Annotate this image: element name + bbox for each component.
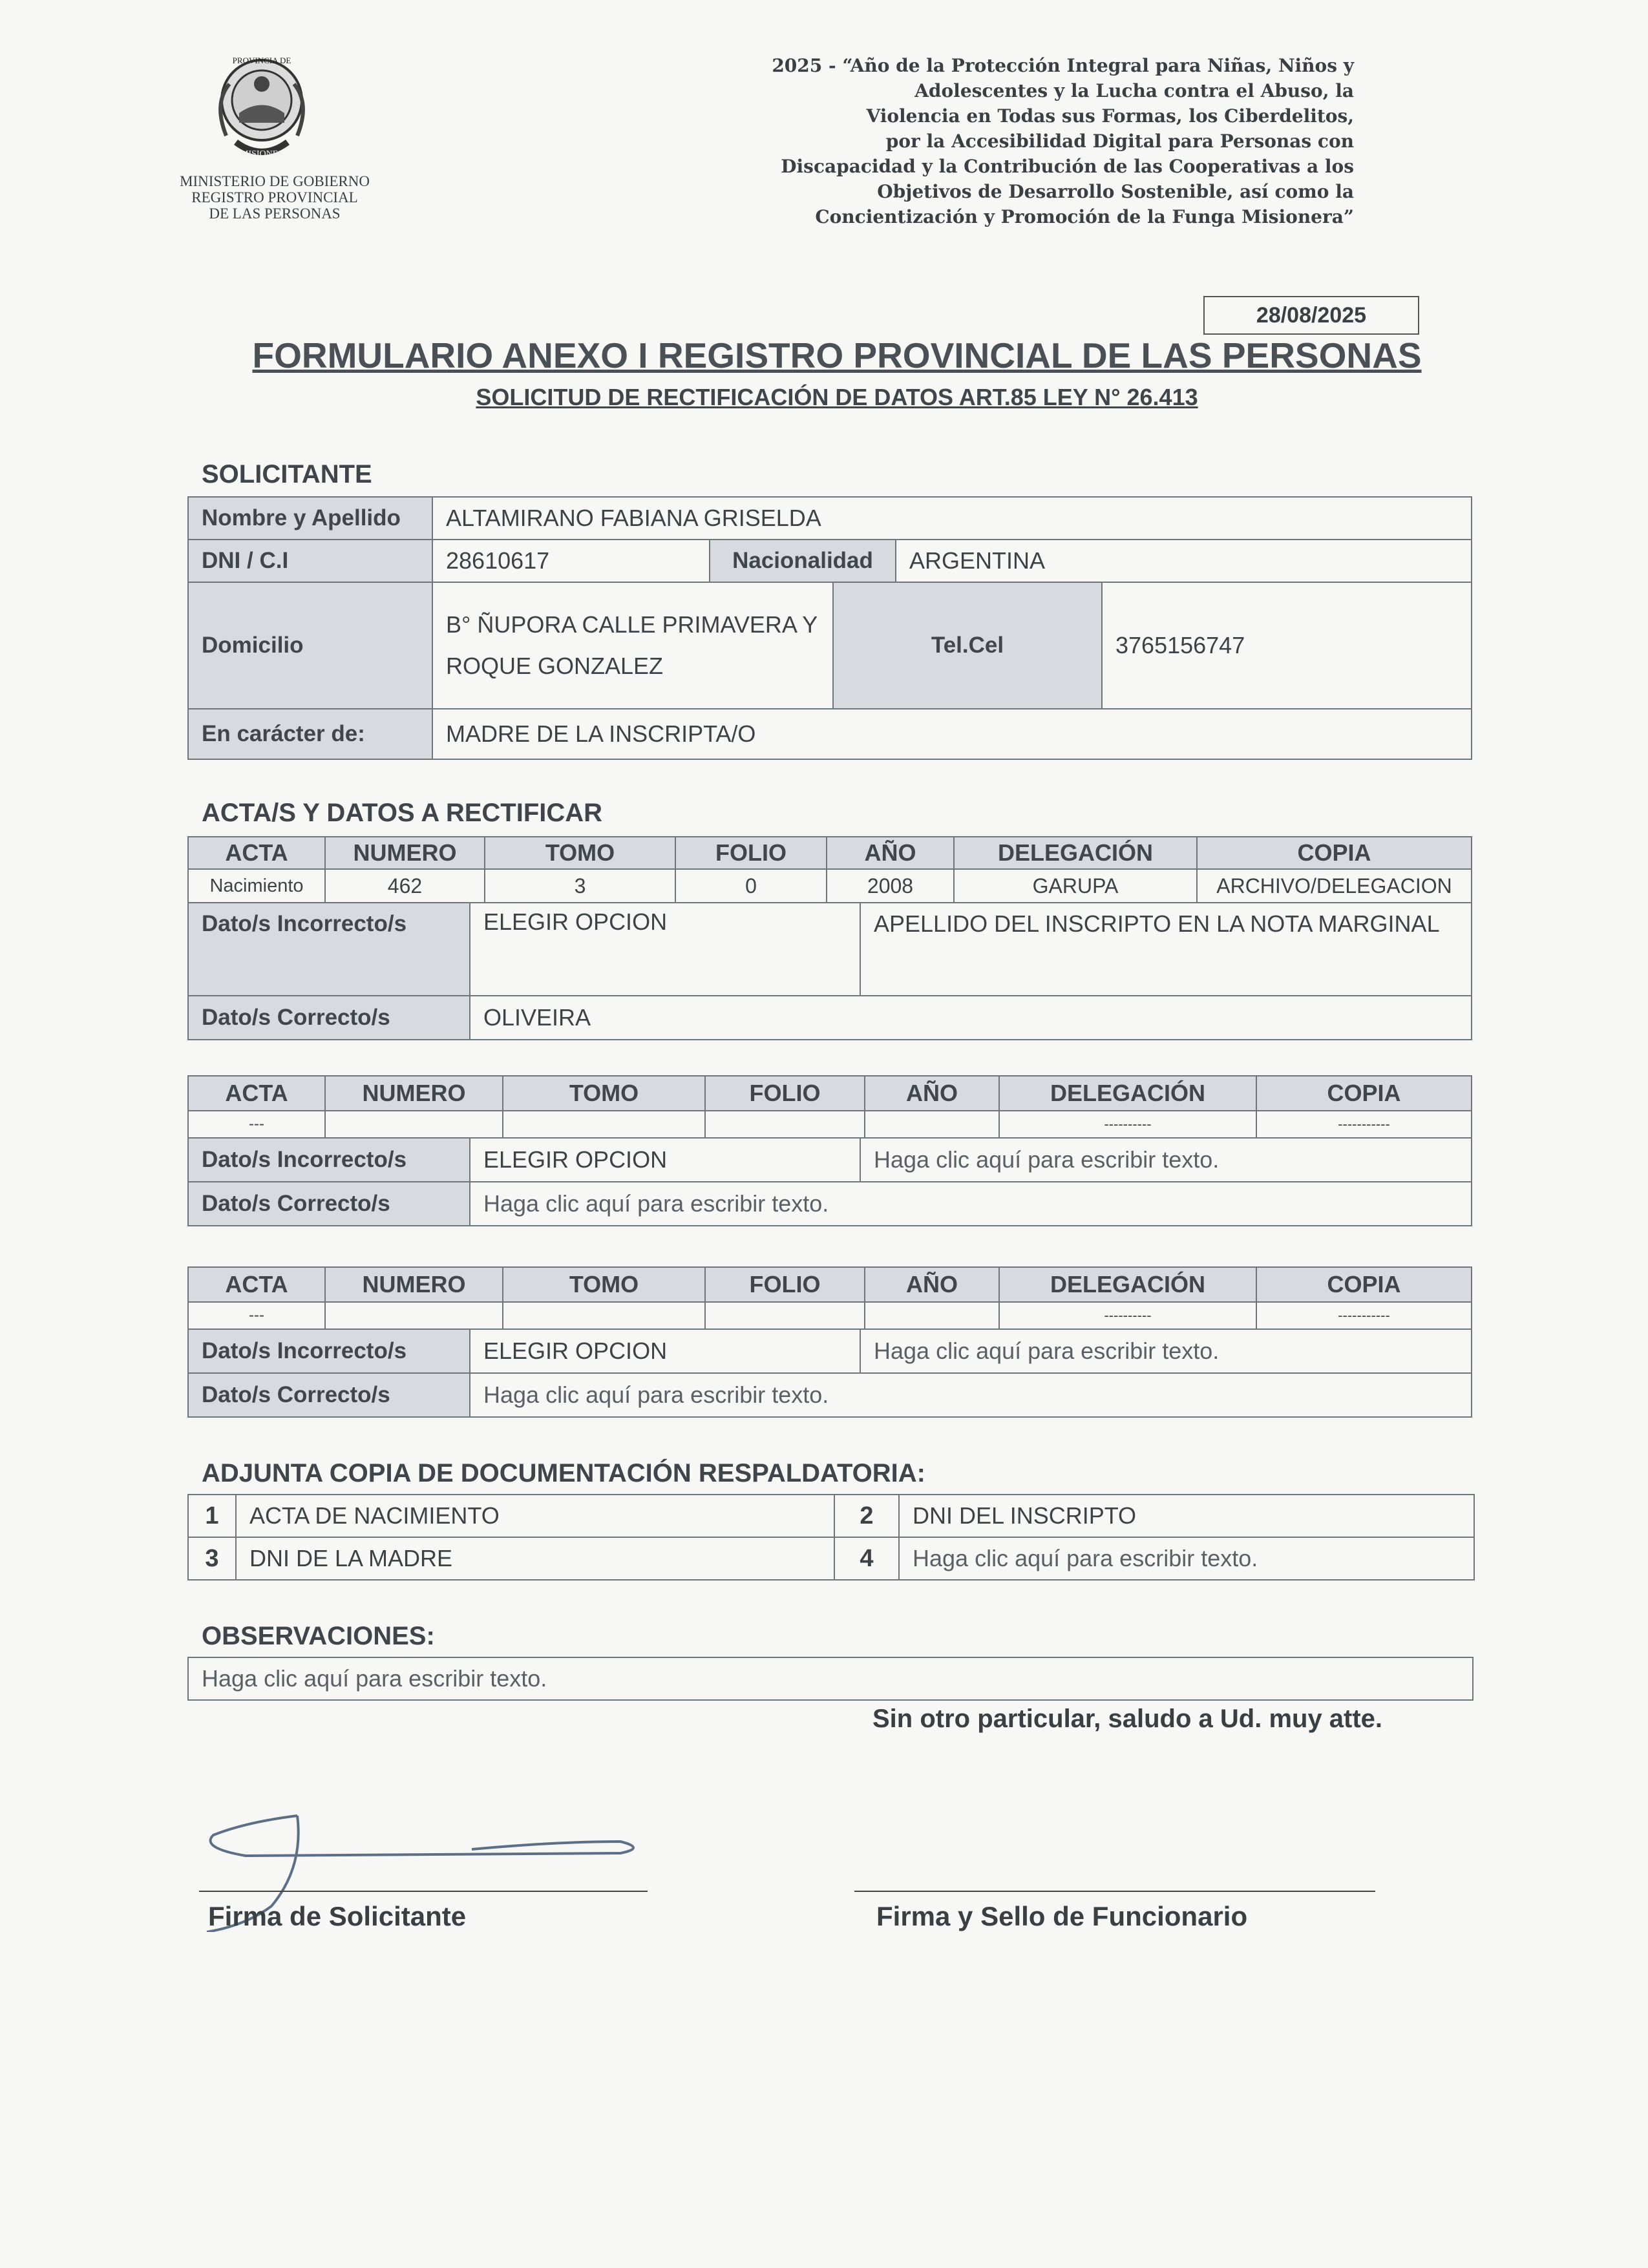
acta-block-2 <box>187 1075 1472 1139</box>
acta-block-3-data <box>187 1328 1472 1418</box>
adjunta-table <box>187 1494 1475 1580</box>
acta-anio[interactable]: 2008 <box>827 869 954 903</box>
correct-text-field[interactable]: Haga clic aquí para escribir texto. <box>470 1373 1472 1417</box>
name-label: Nombre y Apellido <box>188 497 432 540</box>
motto-line: Concientización y Promoción de la Funga Misionera” <box>815 206 1354 227</box>
ministry-line: REGISTRO PROVINCIAL <box>191 189 358 205</box>
ministry-heading <box>155 173 394 222</box>
solicitante-heading: SOLICITANTE <box>202 460 372 488</box>
col-copia: COPIA <box>1256 1076 1472 1111</box>
incorrect-label: Dato/s Incorrecto/s <box>188 1138 470 1182</box>
acta-block-1 <box>187 836 1472 903</box>
correct-label: Dato/s Correcto/s <box>188 996 470 1040</box>
col-acta: ACTA <box>188 1267 325 1302</box>
incorrect-label: Dato/s Incorrecto/s <box>188 1329 470 1373</box>
attachment-number: 2 <box>834 1495 899 1537</box>
acta-delegacion[interactable]: GARUPA <box>954 869 1197 903</box>
col-folio: FOLIO <box>675 837 827 869</box>
acta-type[interactable]: --- <box>188 1111 325 1138</box>
acta-tomo[interactable] <box>503 1302 705 1329</box>
solicitante-table <box>187 496 1472 760</box>
correct-label: Dato/s Correcto/s <box>188 1182 470 1226</box>
official-signature-line <box>854 1891 1375 1892</box>
acta-block-1-data <box>187 902 1472 1040</box>
date-field[interactable]: 28/08/2025 <box>1203 296 1419 335</box>
correct-text-field[interactable]: OLIVEIRA <box>470 996 1472 1040</box>
attachment-number: 3 <box>188 1537 236 1580</box>
applicant-signature-line <box>199 1891 648 1892</box>
province-seal-logo <box>194 45 330 168</box>
phone-label: Tel.Cel <box>833 582 1102 709</box>
incorrect-text-field[interactable]: Haga clic aquí para escribir texto. <box>860 1138 1472 1182</box>
incorrect-option-select[interactable]: ELEGIR OPCION <box>470 1329 860 1373</box>
observaciones-table <box>187 1657 1474 1701</box>
acta-copia[interactable]: ARCHIVO/DELEGACION <box>1197 869 1472 903</box>
motto-line: Violencia en Todas sus Formas, los Ciberdelitos, <box>866 105 1354 127</box>
correct-label: Dato/s Correcto/s <box>188 1373 470 1417</box>
address-label: Domicilio <box>188 582 432 709</box>
col-anio: AÑO <box>865 1076 999 1111</box>
acta-copia[interactable]: ----------- <box>1256 1302 1472 1329</box>
col-numero: NUMERO <box>325 1267 503 1302</box>
col-tomo: TOMO <box>503 1076 705 1111</box>
col-folio: FOLIO <box>705 1076 865 1111</box>
attachment-item[interactable]: DNI DE LA MADRE <box>236 1537 834 1580</box>
incorrect-text-field[interactable]: APELLIDO DEL INSCRIPTO EN LA NOTA MARGINAL <box>860 903 1472 996</box>
incorrect-text-field[interactable]: Haga clic aquí para escribir texto. <box>860 1329 1472 1373</box>
col-delegacion: DELEGACIÓN <box>999 1076 1256 1111</box>
attachment-number: 4 <box>834 1537 899 1580</box>
name-field[interactable]: ALTAMIRANO FABIANA GRISELDA <box>432 497 1472 540</box>
acta-tomo[interactable]: 3 <box>485 869 675 903</box>
incorrect-option-select[interactable]: ELEGIR OPCION <box>470 1138 860 1182</box>
motto-line: Discapacidad y la Contribución de las Cooperativas a los <box>781 156 1354 177</box>
col-delegacion: DELEGACIÓN <box>954 837 1197 869</box>
nationality-field[interactable]: ARGENTINA <box>896 540 1472 582</box>
acta-type[interactable]: Nacimiento <box>188 869 325 903</box>
seal-bottom-text: MISIONES <box>240 149 284 159</box>
acta-numero[interactable] <box>325 1302 503 1329</box>
form-title: FORMULARIO ANEXO I REGISTRO PROVINCIAL DE LAS PERSONAS <box>252 335 1422 375</box>
attachment-item[interactable]: DNI DEL INSCRIPTO <box>899 1495 1474 1537</box>
col-anio: AÑO <box>865 1267 999 1302</box>
nationality-label: Nacionalidad <box>710 540 896 582</box>
acta-folio[interactable] <box>705 1111 865 1138</box>
actas-heading: ACTA/S Y DATOS A RECTIFICAR <box>202 799 603 827</box>
observaciones-heading: OBSERVACIONES: <box>202 1622 435 1650</box>
official-signature-label: Firma y Sello de Funcionario <box>876 1901 1248 1931</box>
attachment-item[interactable]: Haga clic aquí para escribir texto. <box>899 1537 1474 1580</box>
attachment-number: 1 <box>188 1495 236 1537</box>
acta-folio[interactable] <box>705 1302 865 1329</box>
acta-tomo[interactable] <box>503 1111 705 1138</box>
acta-type[interactable]: --- <box>188 1302 325 1329</box>
col-delegacion: DELEGACIÓN <box>999 1267 1256 1302</box>
col-acta: ACTA <box>188 1076 325 1111</box>
ministry-line: MINISTERIO DE GOBIERNO <box>180 173 370 189</box>
col-tomo: TOMO <box>503 1267 705 1302</box>
acta-anio[interactable] <box>865 1111 999 1138</box>
col-tomo: TOMO <box>485 837 675 869</box>
year-motto <box>659 53 1354 229</box>
acta-copia[interactable]: ----------- <box>1256 1111 1472 1138</box>
address-field[interactable]: B° ÑUPORA CALLE PRIMAVERA Y ROQUE GONZALEZ <box>432 582 833 709</box>
acta-delegacion[interactable]: ---------- <box>999 1302 1256 1329</box>
col-acta: ACTA <box>188 837 325 869</box>
incorrect-option-select[interactable]: ELEGIR OPCION <box>470 903 860 996</box>
col-copia: COPIA <box>1256 1267 1472 1302</box>
motto-line: Adolescentes y la Lucha contra el Abuso, la <box>914 80 1354 101</box>
acta-anio[interactable] <box>865 1302 999 1329</box>
col-numero: NUMERO <box>325 1076 503 1111</box>
motto-line: Objetivos de Desarrollo Sostenible, así como la <box>877 181 1354 202</box>
dni-label: DNI / C.I <box>188 540 432 582</box>
acta-block-2-data <box>187 1137 1472 1226</box>
closing-text: Sin otro particular, saludo a Ud. muy atte. <box>872 1705 1383 1733</box>
seal-top-text: PROVINCIA DE <box>232 56 291 65</box>
role-label: En carácter de: <box>188 709 432 759</box>
motto-line: por la Accesibilidad Digital para Personas con <box>885 131 1354 152</box>
acta-numero[interactable] <box>325 1111 503 1138</box>
dni-field[interactable]: 28610617 <box>432 540 710 582</box>
ministry-line: DE LAS PERSONAS <box>209 205 341 222</box>
adjunta-heading: ADJUNTA COPIA DE DOCUMENTACIÓN RESPALDATORIA: <box>202 1459 925 1487</box>
col-folio: FOLIO <box>705 1267 865 1302</box>
incorrect-label: Dato/s Incorrecto/s <box>188 903 470 996</box>
observaciones-field[interactable]: Haga clic aquí para escribir texto. <box>188 1657 1473 1700</box>
acta-folio[interactable]: 0 <box>675 869 827 903</box>
applicant-signature-label: Firma de Solicitante <box>208 1901 467 1931</box>
role-field[interactable]: MADRE DE LA INSCRIPTA/O <box>432 709 1472 759</box>
col-numero: NUMERO <box>325 837 485 869</box>
col-anio: AÑO <box>827 837 954 869</box>
col-copia: COPIA <box>1197 837 1472 869</box>
acta-numero[interactable]: 462 <box>325 869 485 903</box>
phone-field[interactable]: 3765156747 <box>1102 582 1472 709</box>
motto-line: 2025 - “Año de la Protección Integral para Niñas, Niños y <box>772 55 1354 76</box>
form-subtitle: SOLICITUD DE RECTIFICACIÓN DE DATOS ART.85 LEY N° 26.413 <box>476 384 1198 410</box>
acta-delegacion[interactable]: ---------- <box>999 1111 1256 1138</box>
acta-block-3 <box>187 1266 1472 1330</box>
attachment-item[interactable]: ACTA DE NACIMIENTO <box>236 1495 834 1537</box>
correct-text-field[interactable]: Haga clic aquí para escribir texto. <box>470 1182 1472 1226</box>
